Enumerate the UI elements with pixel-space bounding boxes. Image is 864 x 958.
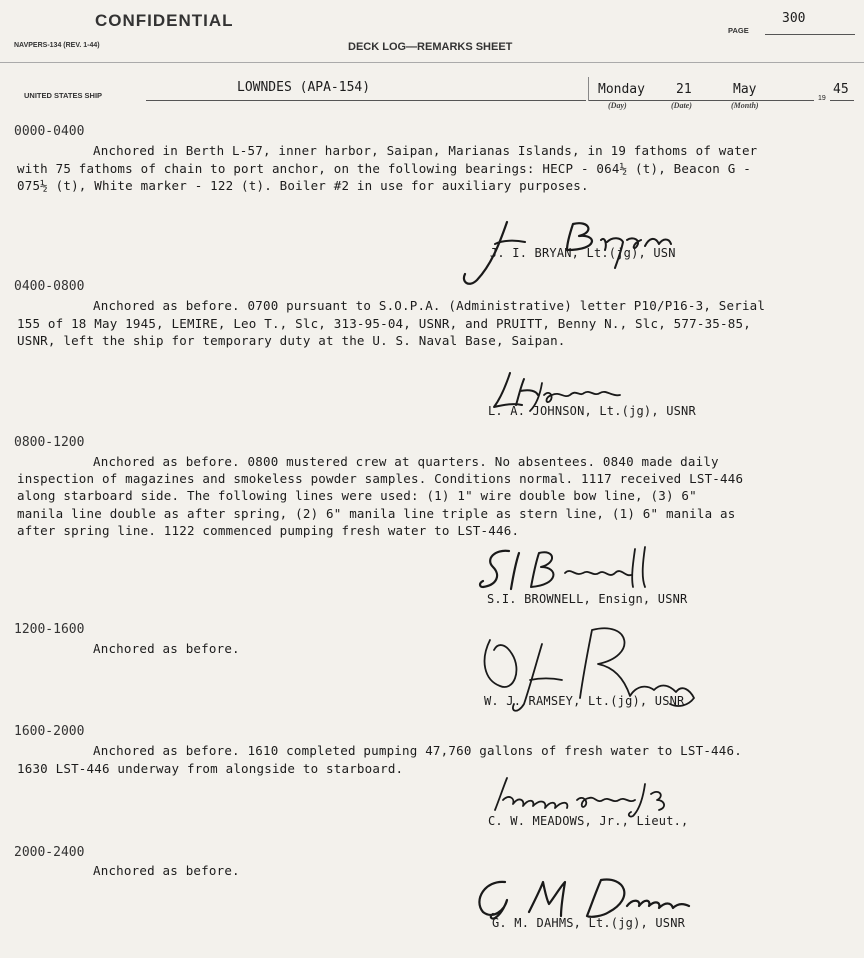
- ship-label: UNITED STATES SHIP: [24, 91, 103, 100]
- entry-line: Anchored in Berth L-57, inner harbor, Saipan, Marianas Islands, in 19 fathoms of water: [93, 143, 758, 158]
- watch-period: 0800-1200: [14, 435, 85, 450]
- entry-line: Anchored as before. 0700 pursuant to S.O.P.A. (Administrative) letter P10/P16-3, Serial: [93, 298, 766, 313]
- watch-period: 1200-1600: [14, 622, 85, 637]
- signer-block: S.I. BROWNELL, Ensign, USNR: [487, 592, 688, 606]
- page-number-rule: [765, 34, 855, 35]
- entry-line: Anchored as before. 1610 completed pumping 47,760 gallons of fresh water to LST-446.: [93, 743, 742, 758]
- signature-brownell: [475, 543, 675, 593]
- log-date: 21: [676, 82, 692, 97]
- page-number: 300: [782, 11, 806, 26]
- log-day: Monday: [598, 82, 645, 97]
- entry-line: USNR, left the ship for temporary duty at the U. S. Naval Base, Saipan.: [17, 333, 566, 348]
- log-year: 45: [833, 82, 849, 97]
- watch-period: 1600-2000: [14, 724, 85, 739]
- signer-block: L. A. JOHNSON, Lt.(jg), USNR: [488, 404, 696, 418]
- entry-line: 075½ (t), White marker - 122 (t). Boiler #2 in use for auxiliary purposes.: [17, 178, 589, 193]
- log-month: May: [733, 82, 757, 97]
- entry-line: with 75 fathoms of chain to port anchor, on the following bearings: HECP - 064½ (t), Beacon G -: [17, 161, 751, 176]
- header-divider: [0, 62, 864, 63]
- date-divider: [588, 77, 589, 101]
- form-number: NAVPERS-134 (REV. 1-44): [14, 42, 100, 49]
- entry-line: after spring line. 1122 commenced pumping fresh water to LST-446.: [17, 523, 520, 538]
- ship-name-rule: [146, 100, 586, 101]
- classification-stamp: CONFIDENTIAL: [95, 11, 234, 30]
- day-caption: (Day): [608, 101, 627, 110]
- page-label: PAGE: [728, 26, 749, 35]
- ship-name: LOWNDES (APA-154): [237, 80, 371, 95]
- entry-line: manila line double as after spring, (2) 6" manila line triple as stern line, (1) 6" manila as: [17, 506, 736, 521]
- year-rule: [830, 100, 854, 101]
- signer-block: W. J. RAMSEY, Lt.(jg), USNR: [484, 694, 685, 708]
- watch-period: 2000-2400: [14, 845, 85, 860]
- entry-line: Anchored as before.: [93, 863, 240, 878]
- entry-line: 1630 LST-446 underway from alongside to starboard.: [17, 761, 404, 776]
- entry-line: along starboard side. The following lines were used: (1) 1" wire double bow line, (3) 6": [17, 488, 697, 503]
- entry-line: 155 of 18 May 1945, LEMIRE, Leo T., Slc, 313-95-04, USNR, and PRUITT, Benny N., Slc, 577-35-85,: [17, 316, 751, 331]
- watch-period: 0000-0400: [14, 124, 85, 139]
- sheet-title: DECK LOG—REMARKS SHEET: [348, 41, 513, 53]
- date-caption: (Date): [671, 101, 692, 110]
- entry-line: Anchored as before.: [93, 641, 240, 656]
- entry-line: Anchored as before. 0800 mustered crew at quarters. No absentees. 0840 made daily: [93, 454, 719, 469]
- signer-block: G. M. DAHMS, Lt.(jg), USNR: [492, 916, 686, 930]
- month-caption: (Month): [731, 101, 759, 110]
- entry-line: inspection of magazines and smokeless powder samples. Conditions normal. 1117 received LST-446: [17, 471, 744, 486]
- signer-block: J. I. BRYAN, Lt.(jg), USN: [490, 246, 676, 260]
- signer-block: C. W. MEADOWS, Jr., Lieut.,: [488, 814, 689, 828]
- year-prefix: 19: [818, 95, 826, 102]
- watch-period: 0400-0800: [14, 279, 85, 294]
